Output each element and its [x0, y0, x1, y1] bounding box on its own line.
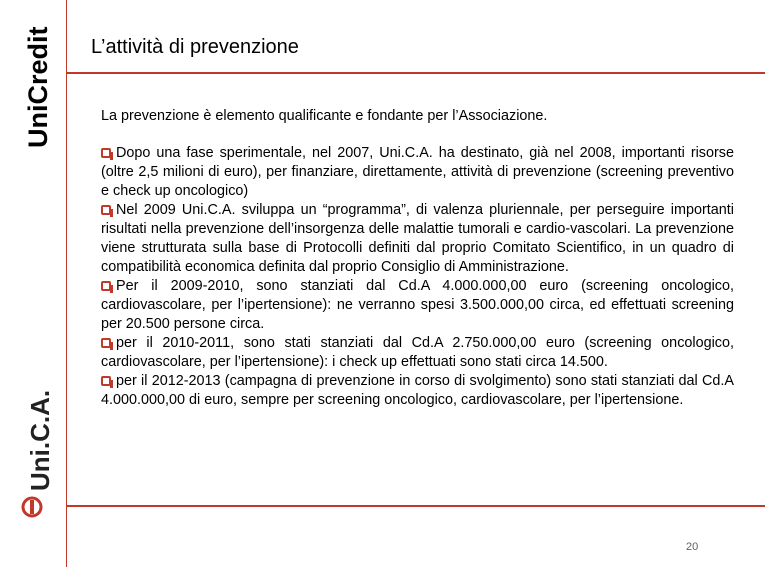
list-item: per il 2012-2013 (campagna di prevenzione in corso di svolgimento) sono stati stanziati dal Cd.A 4.000.000,00 di euro, sempre per screening oncologico, cardiovascolare, per l’ipertensione.	[101, 373, 734, 408]
checkbox-bullet-icon	[101, 376, 111, 386]
page-title: L’attività di prevenzione	[91, 36, 299, 58]
list-item: Nel 2009 Uni.C.A. sviluppa un “programma”, di valenza pluriennale, per perseguire importanti risultati nella prevenzione dell’insorgenza delle malattie tumorali e cardio-vascolari. La prevenzione viene strutturata sulla base di Protocolli definiti dal proprio Comitato Scientifico, in un quadro di compatibilità economica definita dal proprio Consiglio di Amministrazione.	[101, 202, 734, 275]
svg-text:UniCredit: UniCredit	[23, 26, 53, 148]
unicredit-logo	[14, 20, 54, 150]
page-number: 20	[686, 541, 699, 553]
vertical-divider	[66, 0, 67, 567]
slide-body	[101, 107, 734, 410]
title-divider	[66, 72, 765, 74]
unica-logo	[14, 385, 54, 520]
checkbox-bullet-icon	[101, 281, 111, 291]
checkbox-bullet-icon	[101, 205, 111, 215]
list-item: per il 2010-2011, sono stati stanziati dal Cd.A 2.750.000,00 euro (screening oncologico, cardiovascolare, per l’ipertensione): i check up effettuati sono stati circa 14.500.	[101, 335, 734, 370]
list-item: Per il 2009-2010, sono stanziati dal Cd.A 4.000.000,00 euro (screening oncologico, cardiovascolare, per l’ipertensione): ne verranno spesi 3.500.000,00 circa, ed effettuati screening per 20.500 persone circa.	[101, 278, 734, 332]
intro-text: La prevenzione è elemento qualificante e fondante per l’Associazione.	[101, 108, 548, 124]
checkbox-bullet-icon	[101, 338, 111, 348]
list-item: Dopo una fase sperimentale, nel 2007, Uni.C.A. ha destinato, già nel 2008, importanti risorse (oltre 2,5 milioni di euro), per finanziare, direttamente, attività di prevenzione (screening preventivo e check up oncologico)	[101, 145, 734, 199]
svg-text:Uni.C.A.: Uni.C.A.	[25, 389, 55, 491]
footer-divider	[66, 505, 765, 507]
checkbox-bullet-icon	[101, 148, 111, 158]
